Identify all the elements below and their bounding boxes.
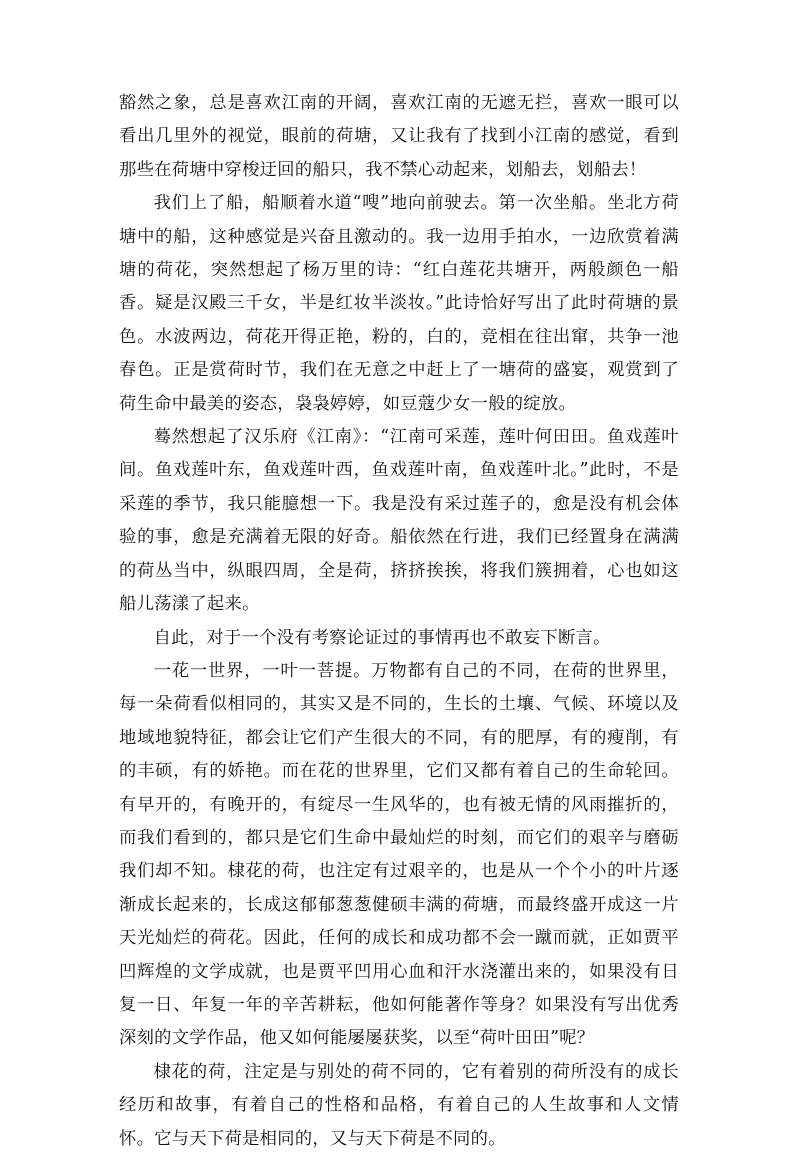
paragraph-4: 自此，对于一个没有考察论证过的事情再也不敢妄下断言。 [153, 627, 611, 648]
paragraph-1: 豁然之象，总是喜欢江南的开阔，喜欢江南的无遮无拦，喜欢一眼可以看出几里外的视觉，眼前的荷塘，又让我有了找到小江南的感觉，看到那些在荷塘中穿梭迂回的船只，我不禁心动起来，划船去，划船去！ [119, 93, 679, 180]
paragraph-2: 我们上了船，船顺着水道“嗖”地向前驶去。第一次坐船。坐北方荷塘中的船，这种感觉是兴奋且激动的。我一边用手拍水，一边欣赏着满塘的荷花，突然想起了杨万里的诗：“红白莲花共塘开，两般颜色一船香。疑是汉殿三千女，半是红妆半淡妆。”此诗恰好写出了此时荷塘的景色。水波两边，荷花开得正艳，粉的，白的，竞相在往出窜，共争一池春色。正是赏荷时节，我们在无意之中赶上了一塘荷的盛宴，观赏到了荷生命中最美的姿态，袅袅婷婷，如豆蔻少女一般的绽放。 [119, 193, 679, 414]
paragraph-3: 蓦然想起了汉乐府《江南》：“江南可采莲，莲叶何田田。鱼戏莲叶间。鱼戏莲叶东，鱼戏莲叶西，鱼戏莲叶南，鱼戏莲叶北。”此时，不是采莲的季节，我只能臆想一下。我是没有采过莲子的，愈是没有机会体验的事，愈是充满着无限的好奇。船依然在行进，我们已经置身在满满的荷丛当中，纵眼四周，全是荷，挤挤挨挨，将我们簇拥着，心也如这船儿荡漾了起来。 [119, 427, 679, 615]
paragraph-5: 一花一世界，一叶一菩提。万物都有自己的不同，在荷的世界里，每一朵荷看似相同的，其实又是不同的，生长的土壤、气候、环境以及地域地貌特征，都会让它们产生很大的不同，有的肥厚，有的瘦削，有的丰硕，有的娇艳。而在花的世界里，它们又都有着自己的生命轮回。有早开的，有晚开的，有绽尽一生风华的，也有被无情的风雨摧折的，而我们看到的，都只是它们生命中最灿烂的时刻，而它们的艰辛与磨砺我们却不知。棣花的荷，也注定有过艰辛的，也是从一个个小的叶片逐渐成长起来的，长成这郁郁葱葱健硕丰满的荷塘，而最终盛开成这一片天光灿烂的荷花。因此，任何的成长和成功都不会一蹴而就，正如贾平凹辉煌的文学成就，也是贾平凹用心血和汗水浇灌出来的，如果没有日复一日、年复一年的辛苦耕耘，他如何能著作等身？如果没有写出优秀深刻的文学作品，他又如何能屡屡获奖，以至“荷叶田田”呢？ [119, 660, 679, 1049]
article-body [119, 87, 679, 1156]
paragraph-6: 棣花的荷，注定是与别处的荷不同的，它有着别的荷所没有的成长经历和故事，有着自己的性格和品格，有着自己的人生故事和人文情怀。它与天下荷是相同的，又与天下荷是不同的。 [119, 1061, 679, 1149]
